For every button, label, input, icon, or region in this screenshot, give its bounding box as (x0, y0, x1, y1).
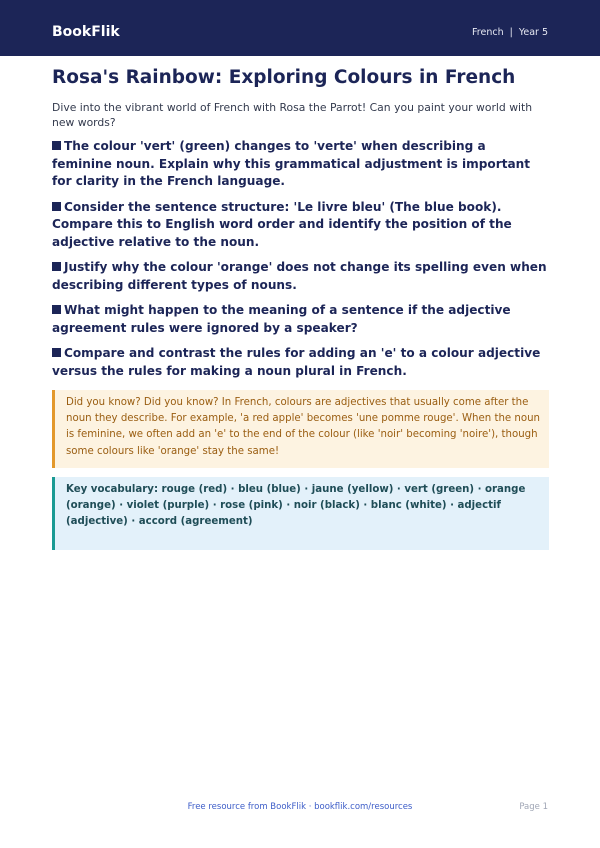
did-you-know-callout: Did you know? Did you know? In French, colours are adjectives that usually come after the noun they describe. For example, 'a red apple' becomes 'une pomme rouge'. When the noun is feminine, we often add an 'e' to the end of the colour (like 'noir' becoming 'noire'), though some colours like 'orange' stay the same! (52, 390, 549, 468)
page-number: Page 1 (519, 802, 548, 812)
square-bullet-icon (52, 141, 61, 150)
question-item (52, 138, 549, 191)
meta-separator: | (509, 27, 513, 38)
intro-text: Dive into the vibrant world of French with Rosa the Parrot! Can you paint your world with new words? (52, 101, 533, 129)
question-item (52, 259, 549, 294)
square-bullet-icon (52, 305, 61, 314)
brand-logo[interactable]: BookFlik (52, 24, 120, 40)
page-title: Rosa's Rainbow: Exploring Colours in French (52, 67, 516, 88)
key-vocabulary-callout: Key vocabulary: rouge (red) · bleu (blue) · jaune (yellow) · vert (green) · orange (orange) · violet (purple) · rose (pink) · noir (black) · blanc (white) · adjectif (adjective) · accord (agreement) (52, 477, 549, 551)
page-footer (0, 801, 600, 815)
question-text: What might happen to the meaning of a sentence if the adjective agreement rules were ignored by a speaker? (52, 303, 511, 335)
header-bar (0, 0, 600, 56)
square-bullet-icon (52, 202, 61, 211)
question-text: Compare and contrast the rules for adding an 'e' to a colour adjective versus the rules for making a noun plural in French. (52, 346, 541, 378)
question-item (52, 199, 549, 252)
footer-resource-link[interactable]: Free resource from BookFlik · bookflik.com/resources (187, 802, 413, 812)
question-item (52, 302, 549, 337)
header-meta (472, 27, 548, 39)
subject-label: French (472, 27, 504, 38)
year-label: Year 5 (518, 27, 548, 38)
square-bullet-icon (52, 348, 61, 357)
question-text: Consider the sentence structure: 'Le livre bleu' (The blue book). Compare this to English word order and identify the position of the adjective relative to the noun. (52, 199, 512, 249)
main-content (52, 66, 549, 550)
question-text: The colour 'vert' (green) changes to 'verte' when describing a feminine noun. Explain why this grammatical adjustment is important for clarity in the French language. (52, 139, 531, 188)
square-bullet-icon (52, 262, 61, 271)
question-text: Justify why the colour 'orange' does not change its spelling even when describing different types of nouns. (52, 260, 547, 292)
question-item (52, 345, 549, 380)
